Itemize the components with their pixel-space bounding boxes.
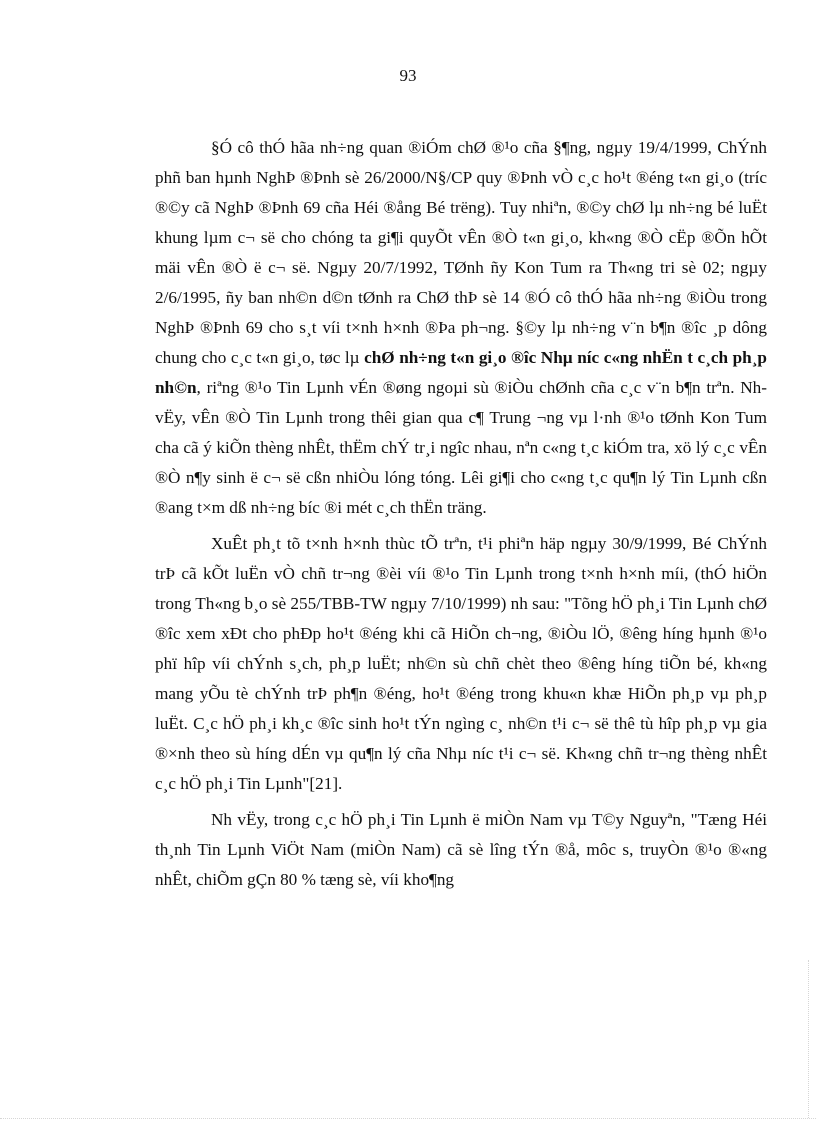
paragraph-1-bold-text: chØ nh÷ng t«n gi¸o ®îc Nhµ níc c«ng nhËn t c¸ch ph¸p nh©n — [155, 348, 767, 397]
paragraph-1-text-before: §Ó cô thÓ hãa nh÷ng quan ®iÓm chØ ®¹o cña §¶ng, ngµy 19/4/1999, ChÝnh phñ ban hµnh NghÞ ®Þnh sè 26/2000/N§/CP quy ®Þnh vÒ c¸c ho¹t ®éng t«n gi¸o (tríc ®©y cã NghÞ ®Þnh 69 cña Héi ®ång Bé trëng). Tuy nhiªn, ®©y chØ lµ nh÷ng bé luËt khung lµm c¬ së cho chóng ta gi¶i quyÕt vÊn ®Ò t«n gi¸o, kh«ng ®Ò cËp ®Õn hÕt mäi vÊn ®Ò ë c¬ së. Ngµy 20/7/1992, TØnh ñy Kon Tum ra Th«ng tri sè 02; ngµy 2/6/1995, ñy ban nh©n d©n tØnh ra ChØ thÞ sè 14 ®Ó cô thÓ hãa nh÷ng ®iÒu trong NghÞ ®Þnh 69 cho s¸t víi t×nh h×nh ®Þa ph¬ng. §©y lµ nh÷ng v¨n b¶n ®îc ¸p dông chung cho c¸c t«n gi¸o, tøc lµ — [155, 138, 767, 367]
page-number: 93 — [399, 66, 417, 85]
body-text — [155, 133, 767, 895]
page-bottom-dotted-border — [0, 1118, 816, 1119]
paragraph-2: XuÊt ph¸t tõ t×nh h×nh thùc tÕ trªn, t¹i phiªn häp ngµy 30/9/1999, Bé ChÝnh trÞ cã kÕt luËn vÒ chñ tr¬ng ®èi víi ®¹o Tin Lµnh trong t×nh h×nh míi, (thÓ hiÖn trong Th«ng b¸o sè 255/TBB-TW ngµy 7/10/1999) nh sau: "Tõng hÖ ph¸i Tin Lµnh chØ ®îc xem xÐt cho phÐp ho¹t ®éng khi cã HiÕn ch¬ng, ®iÒu lÖ, ®êng híng hµnh ®¹o phï hîp víi chÝnh s¸ch, ph¸p luËt; nh©n sù chñ chèt theo ®êng híng tiÕn bé, kh«ng mang yÕu tè chÝnh trÞ ph¶n ®éng, ho¹t ®éng trong khu«n khæ HiÕn ph¸p vµ ph¸p luËt. C¸c hÖ ph¸i kh¸c ®îc sinh ho¹t tÝn ngìng c¸ nh©n t¹i c¬ së thê tù hîp ph¸p vµ gia ®×nh theo sù híng dÉn vµ qu¶n lý cña Nhµ níc t¹i c¬ së. Kh«ng chñ tr¬ng thèng nhÊt c¸c hÖ ph¸i Tin Lµnh"[21]. — [155, 534, 767, 793]
paragraph-1-text-after: , riªng ®¹o Tin Lµnh vÉn ®øng ngoµi sù ®iÒu chØnh cña c¸c v¨n b¶n trªn. Nh vËy, vÊn ®Ò Tin Lµnh trong thêi gian qua c¶ Trung ¬ng vµ l·nh ®¹o tØnh Kon Tum cha cã ý kiÕn thèng nhÊt, thËm chÝ tr¸i ngîc nhau, nªn c«ng t¸c kiÓm tra, xö lý c¸c vÊn ®Ò n¶y sinh ë c¬ së cßn nhiÒu lóng tóng. Lêi gi¶i cho c«ng t¸c qu¶n lý Tin Lµnh cßn ®ang t×m dß nh÷ng bíc ®i mét c¸ch thËn träng. — [155, 378, 767, 517]
paragraph-1 — [155, 133, 767, 523]
paragraph-3: Nh vËy, trong c¸c hÖ ph¸i Tin Lµnh ë miÒn Nam vµ T©y Nguyªn, "Tæng Héi th¸nh Tin Lµnh ViÖt Nam (miÒn Nam) cã sè lîng tÝn ®å, môc s, truyÒn ®¹o ®«ng nhÊt, chiÕm gÇn 80 % tæng sè, víi kho¶ng — [155, 810, 767, 889]
page-right-dotted-border — [808, 960, 809, 1118]
